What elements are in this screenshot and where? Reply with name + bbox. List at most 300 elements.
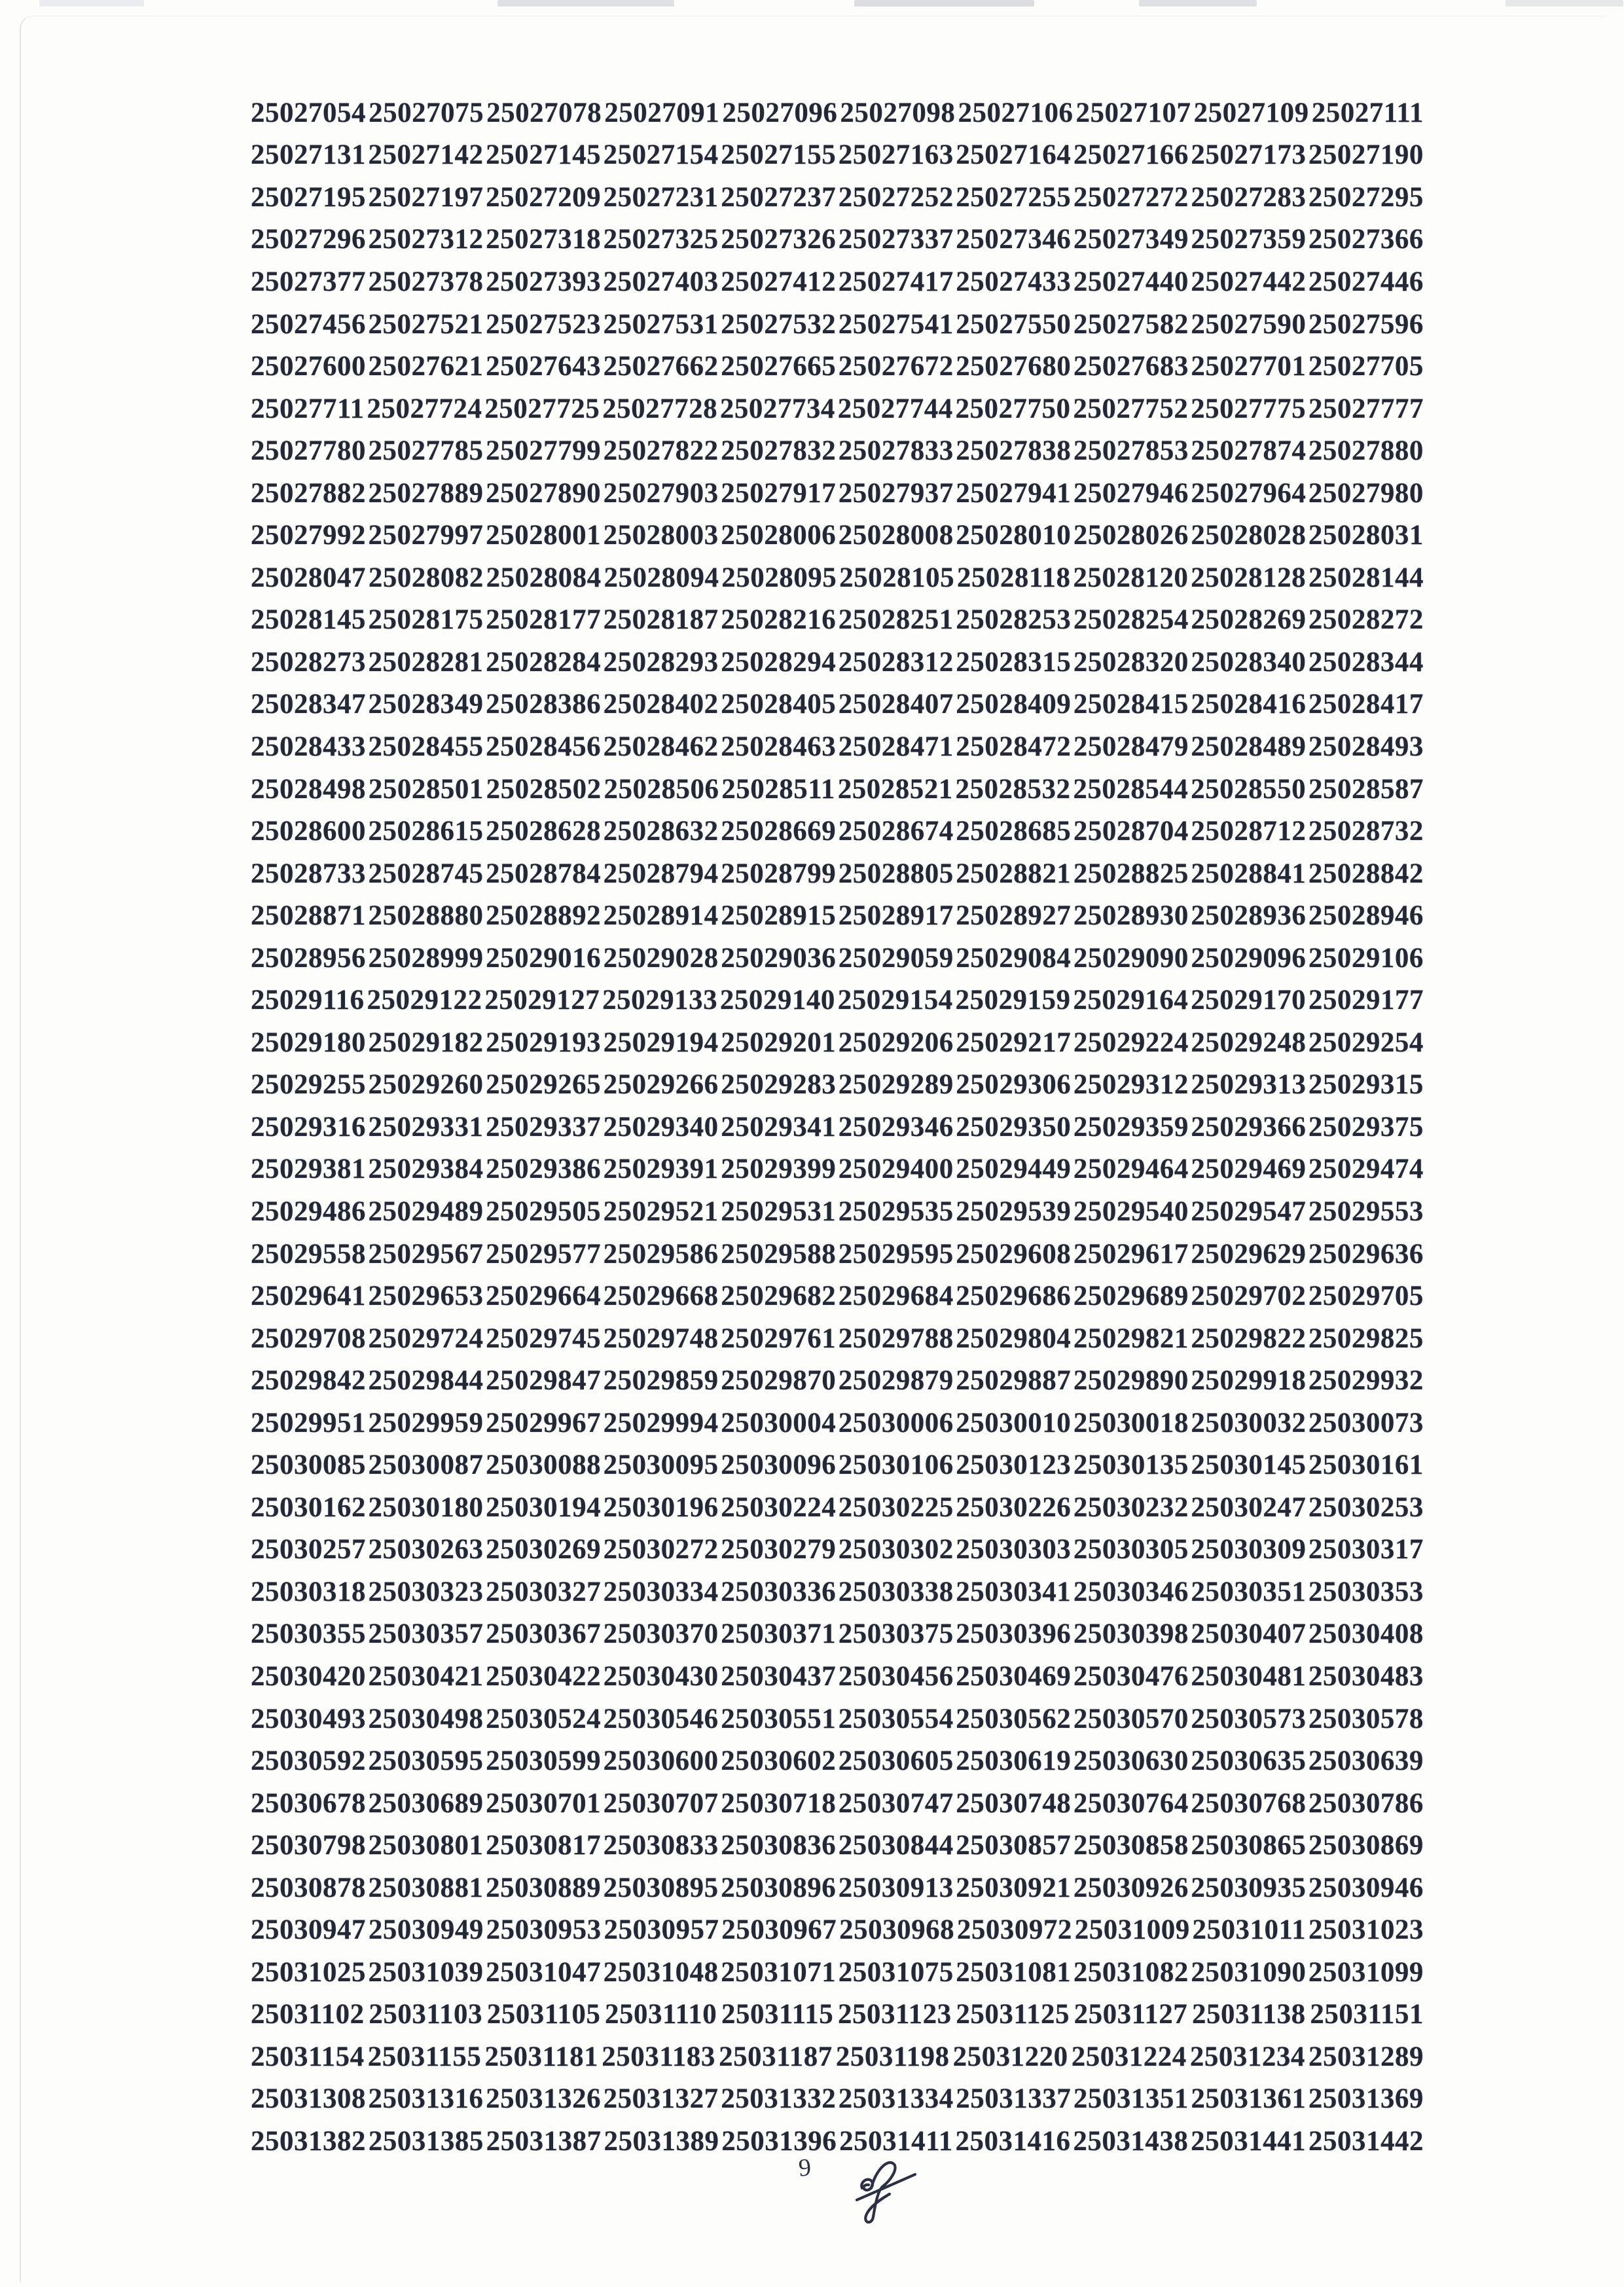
roll-number: 25030088 [486,1450,602,1481]
roll-number: 25029748 [603,1323,719,1354]
roll-number-row [251,2078,1424,2121]
roll-number: 25027903 [603,477,719,509]
roll-number: 25027195 [251,181,366,213]
roll-number: 25030881 [368,1872,484,1903]
roll-number: 25028632 [603,816,719,847]
roll-number-row [251,388,1424,430]
roll-number: 25028028 [1191,520,1307,551]
scan-artifact [39,0,144,7]
roll-number: 25028880 [368,900,484,932]
roll-number: 25029641 [251,1281,366,1312]
roll-number: 25027777 [1308,393,1424,424]
roll-number: 25031441 [1191,2126,1307,2157]
roll-number: 25030689 [368,1787,484,1819]
roll-number: 25029636 [1308,1238,1424,1270]
roll-number: 25028521 [837,773,953,805]
roll-number: 25027252 [838,181,954,213]
roll-number: 25030407 [1191,1619,1307,1650]
roll-number: 25028479 [1073,731,1189,762]
roll-number: 25030833 [603,1830,719,1861]
roll-number-row [251,1233,1424,1275]
roll-number: 25027600 [251,351,366,382]
roll-number: 25031127 [1074,1999,1188,2030]
roll-number: 25030858 [1073,1830,1189,1861]
roll-number: 25027366 [1308,224,1424,255]
roll-number: 25030967 [721,1914,837,1946]
roll-number: 25028187 [603,604,719,636]
roll-number: 25029761 [721,1323,837,1354]
roll-number: 25027937 [838,477,954,509]
roll-number: 25027672 [838,351,954,382]
roll-number: 25030004 [721,1407,837,1438]
roll-number: 25029689 [1073,1281,1189,1312]
roll-number: 25029289 [838,1069,954,1101]
roll-number: 25030456 [838,1661,954,1692]
roll-number: 25027096 [722,97,838,128]
roll-number: 25030095 [603,1450,719,1481]
roll-number: 25029106 [1308,942,1424,974]
roll-number: 25031039 [368,1956,484,1988]
roll-number-row [251,92,1424,134]
roll-number: 25028409 [956,689,1072,720]
roll-number: 25027106 [958,97,1074,128]
roll-number: 25028105 [839,562,955,593]
roll-number: 25028251 [838,604,954,636]
roll-number: 25028917 [838,900,954,932]
roll-number: 25031071 [721,1956,837,1988]
roll-number: 25027643 [486,351,602,382]
roll-number: 25029350 [956,1111,1072,1143]
roll-number: 25029254 [1308,1027,1424,1058]
roll-number: 25029682 [721,1281,837,1312]
roll-number: 25031416 [955,2126,1071,2157]
roll-number: 25029951 [251,1407,366,1438]
roll-number: 25028006 [721,520,837,551]
roll-number: 25029847 [486,1365,602,1397]
roll-number: 25027209 [486,181,602,213]
roll-number: 25028493 [1308,731,1424,762]
roll-number: 25029540 [1073,1196,1189,1227]
roll-number: 25030972 [956,1914,1072,1946]
roll-number: 25029260 [368,1069,484,1101]
roll-number-row [251,1190,1424,1233]
roll-number: 25027838 [956,435,1072,467]
roll-number: 25029206 [838,1027,954,1058]
roll-number: 25028550 [1191,773,1307,805]
roll-number: 25030196 [603,1491,719,1523]
roll-number: 25027091 [604,97,720,128]
roll-number: 25030469 [956,1661,1072,1692]
roll-number: 25030367 [486,1619,602,1650]
roll-number: 25028405 [721,689,837,720]
roll-number: 25029608 [956,1238,1072,1270]
roll-number: 25029474 [1308,1154,1424,1185]
roll-number: 25030865 [1191,1830,1307,1861]
roll-number: 25030396 [956,1619,1072,1650]
roll-number: 25029283 [721,1069,837,1101]
roll-number: 25027521 [368,308,484,340]
roll-number: 25027197 [368,181,484,213]
roll-number-row [251,2120,1424,2163]
roll-number: 25029664 [486,1281,602,1312]
roll-number: 25028685 [956,816,1072,847]
roll-number: 25030305 [1073,1534,1189,1565]
roll-number-row [251,599,1424,642]
roll-number: 25028615 [368,816,484,847]
roll-number: 25030408 [1308,1619,1424,1650]
roll-number: 25031183 [602,2041,715,2072]
roll-number: 25028344 [1308,646,1424,678]
roll-number: 25028600 [251,816,366,847]
roll-number: 25028407 [838,689,954,720]
roll-number: 25029337 [486,1111,602,1143]
roll-number: 25028733 [251,858,366,889]
roll-number-row [251,1867,1424,1909]
roll-number-row [251,472,1424,515]
roll-number: 25029705 [1308,1281,1424,1312]
roll-number: 25030605 [838,1746,954,1777]
roll-number: 25029217 [956,1027,1072,1058]
roll-number: 25029170 [1191,985,1307,1016]
roll-number: 25029180 [251,1027,366,1058]
roll-number-row [251,345,1424,388]
scan-artifact [1506,0,1623,7]
roll-number: 25027890 [486,477,602,509]
roll-number: 25029959 [368,1407,484,1438]
roll-number: 25029842 [251,1365,366,1397]
roll-number: 25027111 [1311,97,1424,128]
roll-number: 25030836 [721,1830,837,1861]
roll-number: 25028082 [368,562,484,593]
roll-number: 25031023 [1308,1914,1424,1946]
roll-number: 25030194 [486,1491,602,1523]
roll-number: 25027734 [719,393,835,424]
roll-number: 25027853 [1073,435,1189,467]
roll-number: 25030701 [486,1787,602,1819]
roll-number: 25030327 [486,1576,602,1607]
roll-number: 25030953 [486,1914,602,1946]
roll-number: 25030357 [368,1619,484,1650]
roll-number: 25029154 [837,985,953,1016]
roll-number: 25030949 [368,1914,484,1946]
roll-number: 25030346 [1073,1576,1189,1607]
roll-number: 25027799 [486,435,602,467]
roll-number: 25030483 [1308,1661,1424,1692]
roll-number: 25028284 [486,646,602,678]
roll-number: 25027775 [1191,393,1307,424]
roll-number: 25030913 [838,1872,954,1903]
roll-number: 25030162 [251,1491,366,1523]
roll-number: 25029879 [838,1365,954,1397]
roll-number: 25028784 [486,858,602,889]
roll-number: 25029702 [1191,1281,1307,1312]
roll-number: 25028506 [604,773,719,805]
roll-number: 25031048 [603,1956,719,1988]
roll-number: 25030817 [486,1830,602,1861]
roll-number: 25028930 [1073,900,1189,932]
roll-number: 25027098 [840,97,956,128]
roll-number: 25029821 [1073,1323,1189,1354]
roll-number: 25031198 [835,2041,950,2072]
roll-number-row [251,1655,1424,1698]
roll-number: 25027665 [721,351,837,382]
roll-number: 25029788 [838,1323,954,1354]
roll-number: 25030718 [721,1787,837,1819]
roll-number: 25031220 [952,2041,1068,2072]
roll-number: 25029194 [603,1027,719,1058]
roll-number: 25030309 [1191,1534,1307,1565]
roll-number: 25029316 [251,1111,366,1143]
roll-number: 25031396 [721,2126,837,2157]
roll-number: 25029531 [721,1196,837,1227]
roll-number: 25030600 [603,1746,719,1777]
roll-number: 25030926 [1073,1872,1189,1903]
roll-number: 25029535 [838,1196,954,1227]
roll-number: 25031102 [251,1999,365,2030]
roll-number: 25028936 [1191,900,1307,932]
roll-number: 25029399 [721,1154,837,1185]
roll-number: 25028095 [721,562,837,593]
roll-number: 25029265 [486,1069,602,1101]
roll-number: 25028402 [603,689,719,720]
roll-number: 25027752 [1073,393,1189,424]
roll-number: 25027417 [838,266,954,297]
roll-number: 25028253 [956,604,1072,636]
roll-number: 25027992 [251,520,366,551]
roll-number: 25027880 [1308,435,1424,467]
roll-number: 25029804 [956,1323,1072,1354]
roll-number: 25030010 [956,1407,1072,1438]
roll-number: 25029844 [368,1365,484,1397]
roll-number: 25030947 [251,1914,366,1946]
roll-number: 25028386 [486,689,602,720]
roll-number: 25028892 [486,900,602,932]
roll-number: 25028587 [1308,773,1424,805]
roll-number: 25028118 [956,562,1071,593]
roll-number: 25030323 [368,1576,484,1607]
roll-number: 25030895 [603,1872,719,1903]
roll-number: 25029164 [1073,985,1189,1016]
roll-number: 25030562 [956,1703,1072,1734]
roll-number: 25027889 [368,477,484,509]
roll-number: 25028175 [368,604,484,636]
roll-number: 25028914 [603,900,719,932]
roll-number: 25028511 [721,773,835,805]
roll-number-row [251,810,1424,852]
roll-number: 25029469 [1191,1154,1307,1185]
roll-number: 25031332 [721,2083,837,2115]
roll-number: 25027325 [603,224,719,255]
roll-number: 25030921 [956,1872,1072,1903]
roll-number: 25027456 [251,308,366,340]
roll-number: 25029617 [1073,1238,1189,1270]
roll-number: 25027833 [838,435,954,467]
roll-number: 25029386 [486,1154,602,1185]
roll-number-row [251,768,1424,811]
roll-number-row [251,1613,1424,1656]
roll-number: 25030493 [251,1703,366,1734]
roll-number: 25030430 [603,1661,719,1692]
roll-number: 25028145 [251,604,366,636]
roll-number: 25031308 [251,2083,366,2115]
roll-number: 25027163 [838,139,954,171]
roll-number: 25030338 [838,1576,954,1607]
roll-number: 25028502 [486,773,602,805]
roll-number: 25030592 [251,1746,366,1777]
roll-number: 25031326 [486,2083,602,2115]
roll-number: 25028532 [955,773,1071,805]
roll-number: 25031438 [1073,2126,1189,2157]
roll-number: 25027531 [603,308,719,340]
roll-number: 25031385 [368,2126,484,2157]
roll-number-row [251,1317,1424,1360]
roll-number: 25027590 [1191,308,1307,340]
roll-number: 25027596 [1308,308,1424,340]
roll-number: 25028281 [368,646,484,678]
roll-number: 25029381 [251,1154,366,1185]
roll-number: 25027964 [1191,477,1307,509]
roll-number: 25027312 [368,224,484,255]
roll-number-row [251,1782,1424,1825]
roll-number: 25030370 [603,1619,719,1650]
roll-number: 25030602 [721,1746,837,1777]
roll-number: 25030353 [1308,1576,1424,1607]
roll-number: 25030786 [1308,1787,1424,1819]
roll-number: 25029822 [1191,1323,1307,1354]
roll-number-row [251,1698,1424,1740]
roll-number: 25027403 [603,266,719,297]
roll-number: 25029595 [838,1238,954,1270]
roll-number: 25030318 [251,1576,366,1607]
roll-number-row [251,1444,1424,1487]
roll-number-row [251,937,1424,979]
roll-number: 25028501 [368,773,484,805]
roll-number: 25031382 [251,2126,366,2157]
roll-number: 25030889 [486,1872,602,1903]
roll-number: 25029464 [1073,1154,1189,1185]
roll-number: 25028416 [1191,689,1307,720]
roll-number: 25028008 [838,520,954,551]
roll-number: 25030269 [486,1534,602,1565]
roll-number: 25030476 [1073,1661,1189,1692]
roll-number: 25031187 [719,2041,833,2072]
roll-number-grid [251,92,1424,2163]
roll-number: 25031234 [1189,2041,1305,2072]
roll-number: 25029255 [251,1069,366,1101]
roll-number: 25027832 [721,435,837,467]
roll-number-row [251,1994,1424,2036]
roll-number: 25029586 [603,1238,719,1270]
roll-number: 25027318 [486,224,602,255]
roll-number: 25027621 [368,351,484,382]
roll-number: 25031082 [1073,1956,1189,1988]
roll-number: 25031361 [1191,2083,1307,2115]
roll-number: 25027145 [486,139,602,171]
roll-number: 25028712 [1191,816,1307,847]
roll-number: 25028821 [956,858,1072,889]
roll-number: 25028294 [721,646,837,678]
roll-number: 25031334 [838,2083,954,2115]
roll-number: 25029384 [368,1154,484,1185]
roll-number: 25030371 [721,1619,837,1650]
roll-number: 25027980 [1308,477,1424,509]
roll-number: 25028415 [1073,689,1189,720]
roll-number: 25031105 [486,1999,601,2030]
roll-number: 25029870 [721,1365,837,1397]
roll-number: 25027680 [956,351,1072,382]
roll-number: 25028003 [603,520,719,551]
roll-number: 25028273 [251,646,366,678]
roll-number: 25030801 [368,1830,484,1861]
roll-number-row [251,979,1424,1021]
roll-number: 25031099 [1308,1956,1424,1988]
roll-number: 25030272 [603,1534,719,1565]
roll-number-row [251,2036,1424,2078]
roll-number: 25027822 [603,435,719,467]
roll-number: 25030630 [1073,1746,1189,1777]
roll-number: 25031110 [605,1999,717,2030]
roll-number: 25028456 [486,731,602,762]
roll-number: 25030619 [956,1746,1072,1777]
roll-number: 25030375 [838,1619,954,1650]
roll-number: 25030225 [838,1491,954,1523]
roll-number: 25029547 [1191,1196,1307,1227]
roll-number: 25028254 [1073,604,1189,636]
roll-number: 25030869 [1308,1830,1424,1861]
roll-number: 25030334 [603,1576,719,1607]
roll-number: 25027705 [1308,351,1424,382]
roll-number: 25028674 [838,816,954,847]
roll-number: 25031090 [1191,1956,1307,1988]
roll-number: 25029096 [1191,942,1307,974]
roll-number: 25029887 [956,1365,1072,1397]
roll-number: 25027393 [486,266,602,297]
roll-number: 25027550 [956,308,1072,340]
roll-number: 25027780 [251,435,366,467]
roll-number: 25029177 [1308,985,1424,1016]
roll-number: 25027107 [1075,97,1191,128]
roll-number: 25029248 [1191,1027,1307,1058]
roll-number: 25029521 [603,1196,719,1227]
roll-number-row [251,261,1424,303]
roll-number: 25030678 [251,1787,366,1819]
roll-number: 25028498 [251,773,366,805]
roll-number: 25028084 [486,562,602,593]
roll-number: 25031123 [837,1999,952,2030]
roll-number: 25029122 [367,985,482,1016]
roll-number: 25028841 [1191,858,1307,889]
roll-number: 25029182 [368,1027,484,1058]
roll-number: 25029567 [368,1238,484,1270]
roll-number: 25029090 [1073,942,1189,974]
roll-number: 25030896 [721,1872,837,1903]
roll-number: 25030398 [1073,1619,1189,1650]
roll-number: 25027154 [603,139,719,171]
roll-number: 25028669 [721,816,837,847]
roll-number: 25029315 [1308,1069,1424,1101]
roll-number: 25029346 [838,1111,954,1143]
roll-number: 25029391 [603,1154,719,1185]
roll-number-row [251,1359,1424,1402]
roll-number: 25030747 [838,1787,954,1819]
roll-number: 25028433 [251,731,366,762]
roll-number: 25027941 [956,477,1072,509]
roll-number: 25031411 [839,2126,953,2157]
roll-number: 25027231 [603,181,719,213]
roll-number: 25030232 [1073,1491,1189,1523]
roll-number: 25027701 [1191,351,1307,382]
roll-number: 25028120 [1073,562,1189,593]
